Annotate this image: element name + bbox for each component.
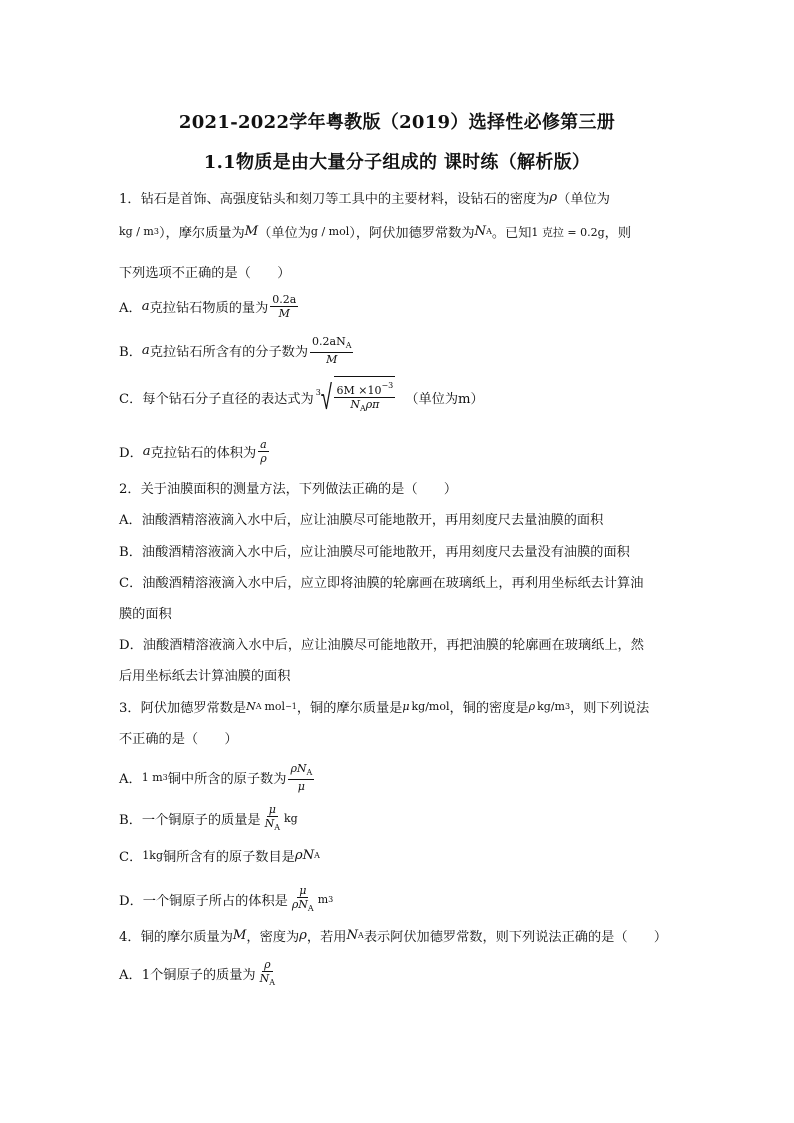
q1-a-fraction: $\frac{0.2a}{M}$ — [272, 293, 297, 320]
q1-option-c: C．每个钻石分子直径的表达式为 3 √ $\frac{6M \times 10^{-3}}{N_A\rho\pi}$ （单位为m） — [119, 377, 484, 418]
q1-stem-line3: 下列选项不正确的是（ ） — [119, 266, 291, 281]
q2-option-a: A．油酸酒精溶液滴入水中后，应让油膜尽可能地散开，再用刻度尺去量油膜的面积 — [119, 513, 604, 528]
q1-stem-line2: kg / m 3 ），摩尔质量为 M （单位为 g / mol ），阿伏加德罗常数为 N A 。已知 1 克拉 = 0.2g ，则 — [119, 224, 632, 241]
q4-a-fraction: $\frac{\rho}{N_A}$ — [259, 958, 276, 987]
q3-stem-line1: 3．阿伏加德罗常数是 N A mol −1 ，铜的摩尔质量是 μ kg/mol ，铜的密度是 ρ kg/m 3 ，则下列说法 — [119, 700, 650, 716]
q3-option-c: C． 1kg 铜所含有的原子数目是 ρN A — [119, 848, 320, 865]
q2-stem: 2．关于油膜面积的测量方法，下列做法正确的是（ ） — [119, 482, 458, 497]
q3-option-d: D．一个铜原子所占的体积是 $\frac{\mu}{\rho N_A}$ m 3 — [119, 884, 334, 913]
q4-stem: 4．铜的摩尔质量为 M ，密度为 ρ ，若用 N A 表示阿伏加德罗常数，则下列说法正确的是（ ） — [119, 928, 668, 945]
q1-b-fraction: $\frac{0.2aN_A}{M}$ — [312, 335, 352, 366]
q3-b-fraction: $\frac{\mu}{N_A}$ — [264, 803, 280, 832]
q2-option-c-line2: 膜的面积 — [119, 607, 172, 622]
q1-d-fraction: $\frac{a}{\rho}$ — [260, 438, 267, 465]
q2-option-d-line1: D．油酸酒精溶液滴入水中后，应让油膜尽可能地散开，再把油膜的轮廓画在玻璃纸上，然 — [119, 638, 644, 653]
q1-stem-line1: 1．钻石是首饰、高强度钻头和刻刀等工具中的主要材料，设钻石的密度为 ρ （单位为 — [119, 190, 610, 207]
q1-option-d: D． a 克拉钻石的体积为 $\frac{a}{\rho}$ — [119, 438, 267, 465]
q3-a-fraction: $\frac{\rho N_A}{\mu}$ — [290, 762, 313, 793]
document-subtitle: 1.1物质是由大量分子组成的 课时练（解析版） — [203, 152, 591, 173]
q2-option-d-line2: 后用坐标纸去计算油膜的面积 — [119, 669, 291, 684]
q3-option-b: B．一个铜原子的质量是 $\frac{\mu}{N_A}$ kg — [119, 803, 298, 832]
q1-option-a: A． a 克拉钻石物质的量为 $\frac{0.2a}{M}$ — [119, 293, 297, 320]
q2-option-c-line1: C．油酸酒精溶液滴入水中后，应立即将油膜的轮廓画在玻璃纸上，再利用坐标纸去计算油 — [119, 576, 644, 591]
q3-stem-line2: 不正确的是（ ） — [119, 732, 238, 747]
q3-option-a: A． 1 m 3 铜中所含的原子数为 $\frac{\rho N_A}{\mu}$ — [119, 762, 313, 793]
cube-root: 3 √ $\frac{6M \times 10^{-3}}{N_A\rho\pi}$ — [315, 377, 394, 418]
document-title: 2021-2022学年粤教版（2019）选择性必修第三册 — [178, 112, 616, 133]
q1-option-b: B． a 克拉钻石所含有的分子数为 $\frac{0.2aN_A}{M}$ — [119, 335, 352, 366]
q3-d-fraction: $\frac{\mu}{\rho N_A}$ — [291, 884, 314, 913]
q2-option-b: B．油酸酒精溶液滴入水中后，应让油膜尽可能地散开，再用刻度尺去量没有油膜的面积 — [119, 545, 630, 560]
q4-option-a: A．1个铜原子的质量为 $\frac{\rho}{N_A}$ — [119, 958, 276, 987]
